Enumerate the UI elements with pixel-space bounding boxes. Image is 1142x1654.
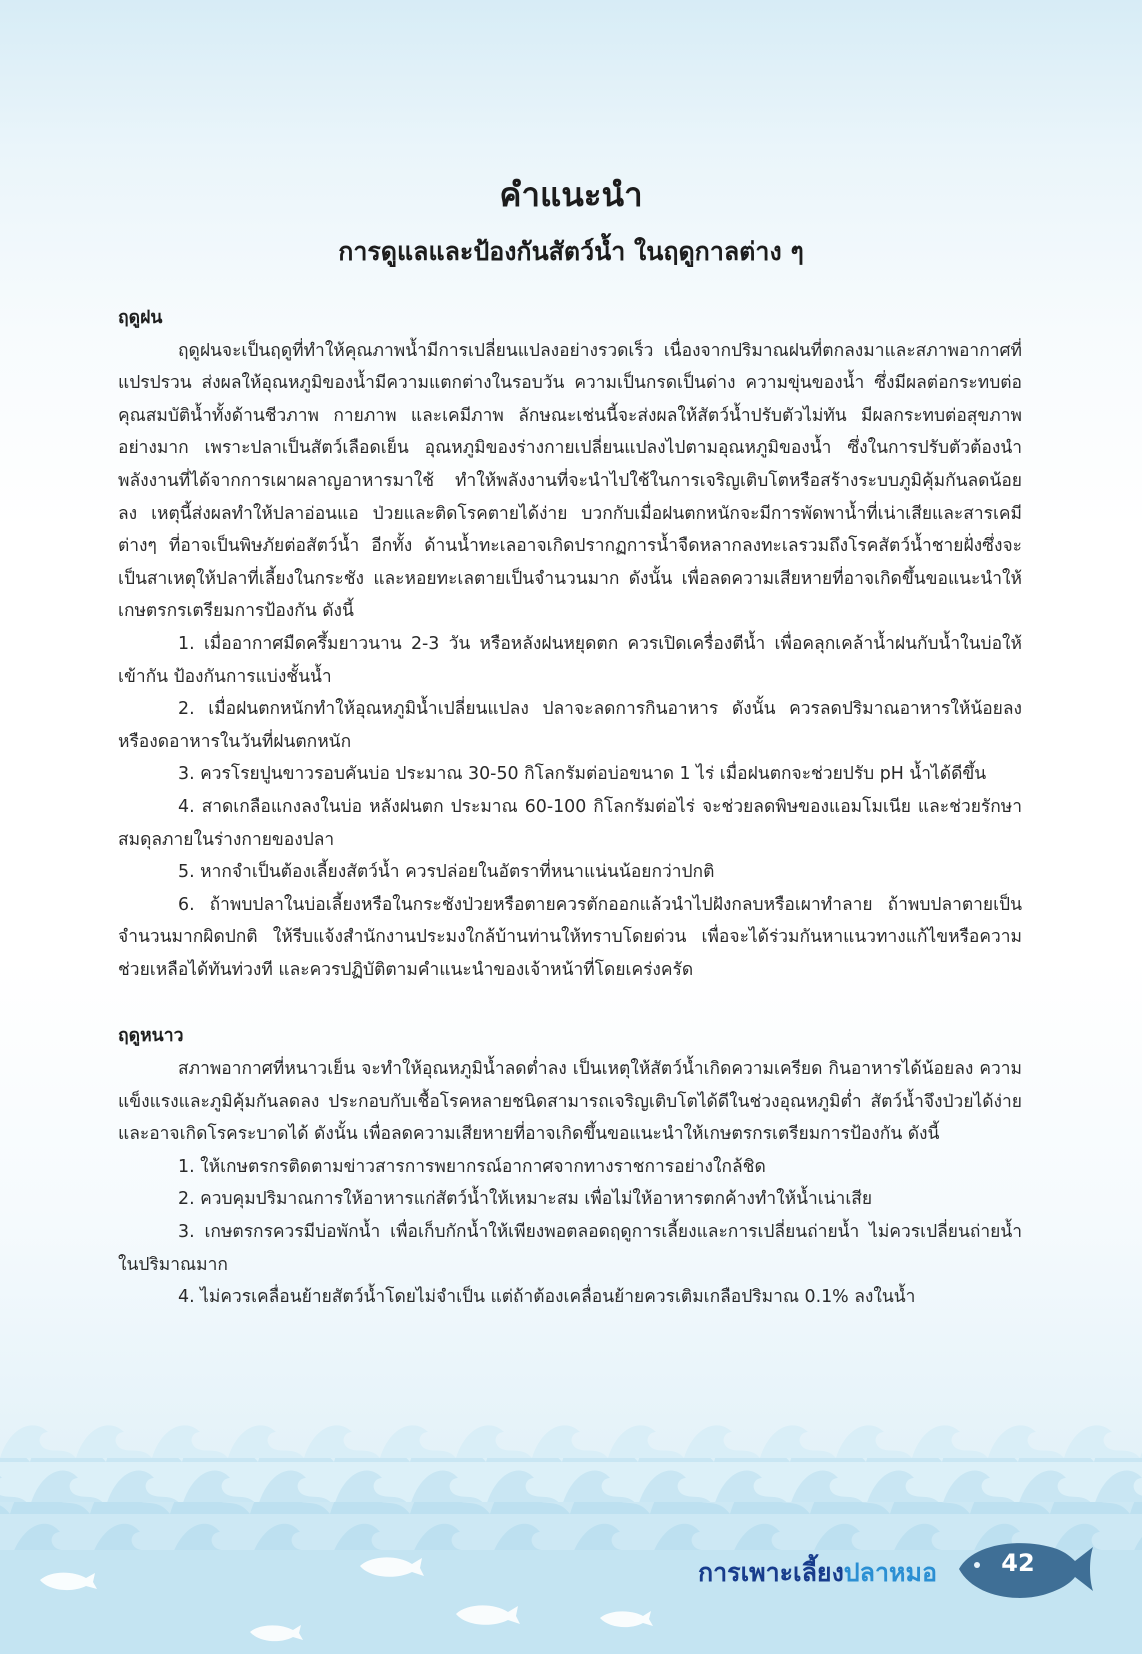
winter-list-item: 1. ให้เกษตรกรติดตามข่าวสารการพยากรณ์อากาศจากทางราชการอย่างใกล้ชิด — [178, 1156, 766, 1177]
rainy-list-item: 1. เมื่ออากาศมืดครึ้มยาวนาน 2-3 วัน หรือหลังฝนหยุดตก ควรเปิดเครื่องตีน้ำ เพื่อคลุกเคล้าน้ำฝนกับน้ำในบ่อให้เข้ากัน ป้องกันการแบ่งชั้นน้ำ — [118, 633, 1022, 687]
winter-list-item: 4. ไม่ควรเคลื่อนย้ายสัตว์น้ำโดยไม่จำเป็น แต่ถ้าต้องเคลื่อนย้ายควรเติมเกลือปริมาณ 0.1% ลงในน้ำ — [178, 1287, 916, 1308]
footer-brand-part2: ปลาหมอ — [843, 1558, 937, 1587]
rainy-list-item: 2. เมื่อฝนตกหนักทำให้อุณหภูมิน้ำเปลี่ยนแปลง ปลาจะลดการกินอาหาร ดังนั้น ควรลดปริมาณอาหารให้น้อยลง หรืองดอาหารในวันที่ฝนตกหนัก — [118, 699, 1022, 752]
article-body — [118, 302, 1022, 1314]
page-title: คำแนะนำ — [499, 175, 643, 214]
rainy-list-item: 4. สาดเกลือแกงลงในบ่อ หลังฝนตก ประมาณ 60-100 กิโลกรัมต่อไร่ จะช่วยลดพิษของแอมโมเนีย และช่วยรักษาสมดุลภายในร่างกายของปลา — [118, 796, 1022, 850]
rainy-intro-paragraph: ฤดูฝนจะเป็นฤดูที่ทำให้คุณภาพน้ำมีการเปลี่ยนแปลงอย่างรวดเร็ว เนื่องจากปริมาณฝนที่ตกลงมาและสภาพอากาศที่แปรปรวน ส่งผลให้อุณหภูมิของน้ำมีความแตกต่างในรอบวัน ความเป็นกรดเป็นด่าง ความขุ่นของน้ำ ซึ่งมีผลต่อกระทบต่อคุณสมบัติน้ำทั้งด้านชีวภาพ กายภาพ และเคมีภาพ ลักษณะเช่นนี้จะส่งผลให้สัตว์น้ำปรับตัวไม่ทัน มีผลกระทบต่อสุขภาพอย่างมาก เพราะปลาเป็นสัตว์เลือดเย็น อุณหภูมิของร่างกายเปลี่ยนแปลงไปตามอุณหภูมิของน้ำ ซึ่งในการปรับตัวต้องนำพลังงานที่ได้จากการเผาผลาญอาหารมาใช้ ทำให้พลังงานที่จะนำไปใช้ในการเจริญเติบโตหรือสร้างระบบภูมิคุ้มกันลดน้อยลง เหตุนี้ส่งผลทำให้ปลาอ่อนแอ ป่วยและติดโรคตายได้ง่าย บวกกับเมื่อฝนตกหนักจะมีการพัดพาน้ำที่เน่าเสียและสารเคมีต่างๆ ที่อาจเป็นพิษภัยต่อสัตว์น้ำ อีกทั้ง ด้านน้ำทะเลอาจเกิดปรากฏการน้ำจืดหลากลงทะเลรวมถึงโรคสัตว์น้ำชายฝั่งซึ่งจะเป็นสาเหตุให้ปลาที่เลี้ยงในกระชัง และหอยทะเลตายเป็นจำนวนมาก ดังนั้น เพื่อลดความเสียหายที่อาจเกิดขึ้นขอแนะนำให้เกษตรกรเตรียมการป้องกัน ดังนี้ — [118, 340, 1022, 622]
section-heading-rainy: ฤดูฝน — [118, 308, 163, 328]
page-number: 42 — [1001, 1549, 1035, 1577]
footer-brand-part1: การเพาะเลี้ยง — [697, 1558, 844, 1587]
page-subtitle: การดูแลและป้องกันสัตว์น้ำ ในฤดูกาลต่าง ๆ — [338, 237, 804, 266]
rainy-list-item: 3. ควรโรยปูนขาวรอบคันบ่อ ประมาณ 30-50 กิโลกรัมต่อบ่อขนาด 1 ไร่ เมื่อฝนตกจะช่วยปรับ pH น้ำได้ดีขึ้น — [178, 764, 987, 785]
section-heading-winter: ฤดูหนาว — [118, 1026, 184, 1047]
rainy-list-item: 6. ถ้าพบปลาในบ่อเลี้ยงหรือในกระชังป่วยหรือตายควรตักออกแล้วนำไปฝังกลบหรือเผาทำลาย ถ้าพบปลาตายเป็นจำนวนมากผิดปกติ ให้รีบแจ้งสำนักงานประมงใกล้บ้านท่านให้ทราบโดยด่วน เพื่อจะได้ร่วมกันหาแนวทางแก้ไขหรือความช่วยเหลือได้ทันท่วงที และควรปฏิบัติตามคำแนะนำของเจ้าหน้าที่โดยเคร่งครัด — [118, 894, 1022, 980]
section-spacer — [118, 986, 1022, 1020]
footer-book-title — [698, 1553, 937, 1593]
winter-list-item: 2. ควบคุมปริมาณการให้อาหารแก่สัตว์น้ำให้เหมาะสม เพื่อไม่ให้อาหารตกค้างทำให้น้ำเน่าเสีย — [178, 1189, 873, 1210]
winter-intro-paragraph: สภาพอากาศที่หนาวเย็น จะทำให้อุณหภูมิน้ำลดต่ำลง เป็นเหตุให้สัตว์น้ำเกิดความเครียด กินอาหารได้น้อยลง ความแข็งแรงและภูมิคุ้มกันลดลง ประกอบกับเชื้อโรคหลายชนิดสามารถเจริญเติบโตได้ดีในช่วงอุณหภูมิต่ำ สัตว์น้ำจึงป่วยได้ง่ายและอาจเกิดโรคระบาดได้ ดังนั้น เพื่อลดความเสียหายที่อาจเกิดขึ้นขอแนะนำให้เกษตรกรเตรียมการป้องกัน ดังนี้ — [118, 1059, 1022, 1145]
rainy-list-item: 5. หากจำเป็นต้องเลี้ยงสัตว์น้ำ ควรปล่อยในอัตราที่หนาแน่นน้อยกว่าปกติ — [178, 862, 715, 883]
winter-list-item: 3. เกษตรกรควรมีบ่อพักน้ำ เพื่อเก็บกักน้ำให้เพียงพอตลอดฤดูการเลี้ยงและการเปลี่ยนถ่ายน้ำ ไม่ควรเปลี่ยนถ่ายน้ำในปริมาณมาก — [118, 1222, 1022, 1275]
